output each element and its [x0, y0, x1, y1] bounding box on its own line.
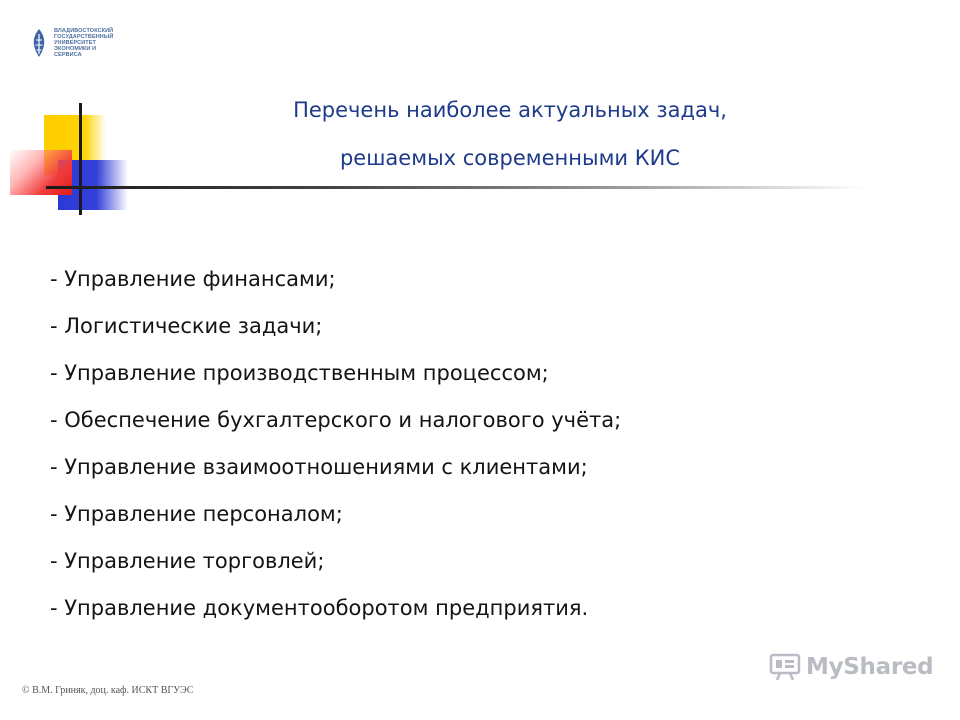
list-item: - Управление персоналом; [50, 502, 343, 526]
list-item: - Логистические задачи; [50, 314, 323, 338]
list-item: - Управление производственным процессом; [50, 361, 549, 385]
myshared-watermark[interactable] [768, 652, 933, 682]
logo-line: УНИВЕРСИТЕТ [54, 40, 96, 46]
logo-line: ВЛАДИВОСТОКСКИЙ [54, 28, 114, 34]
slide-title [260, 86, 760, 182]
title-line-2: решаемых современными КИС [339, 146, 681, 170]
presentation-board-icon [768, 652, 802, 682]
list-item: - Управление взаимоотношениями с клиентами; [50, 455, 588, 479]
list-item: - Обеспечение бухгалтерского и налогового учёта; [50, 408, 622, 432]
task-list [50, 258, 621, 634]
list-item: - Управление торговлей; [50, 549, 325, 573]
logo-line: СЕРВИСА [54, 52, 82, 58]
copyright-footer: © В.М. Гриняк, доц. каф. ИСКТ ВГУЭС [22, 685, 194, 696]
list-item: - Управление финансами; [50, 267, 336, 291]
logo-line: ГОСУДАРСТВЕННЫЙ [54, 34, 114, 40]
list-item: - Управление документооборотом предприятия. [50, 596, 589, 620]
title-line-1: Перечень наиболее актуальных задач, [293, 98, 727, 122]
myshared-label: MyShared [806, 654, 934, 680]
vertical-rule [79, 103, 82, 215]
logo-line: ЭКОНОМИКИ И [54, 46, 97, 52]
horizontal-rule [46, 186, 866, 189]
